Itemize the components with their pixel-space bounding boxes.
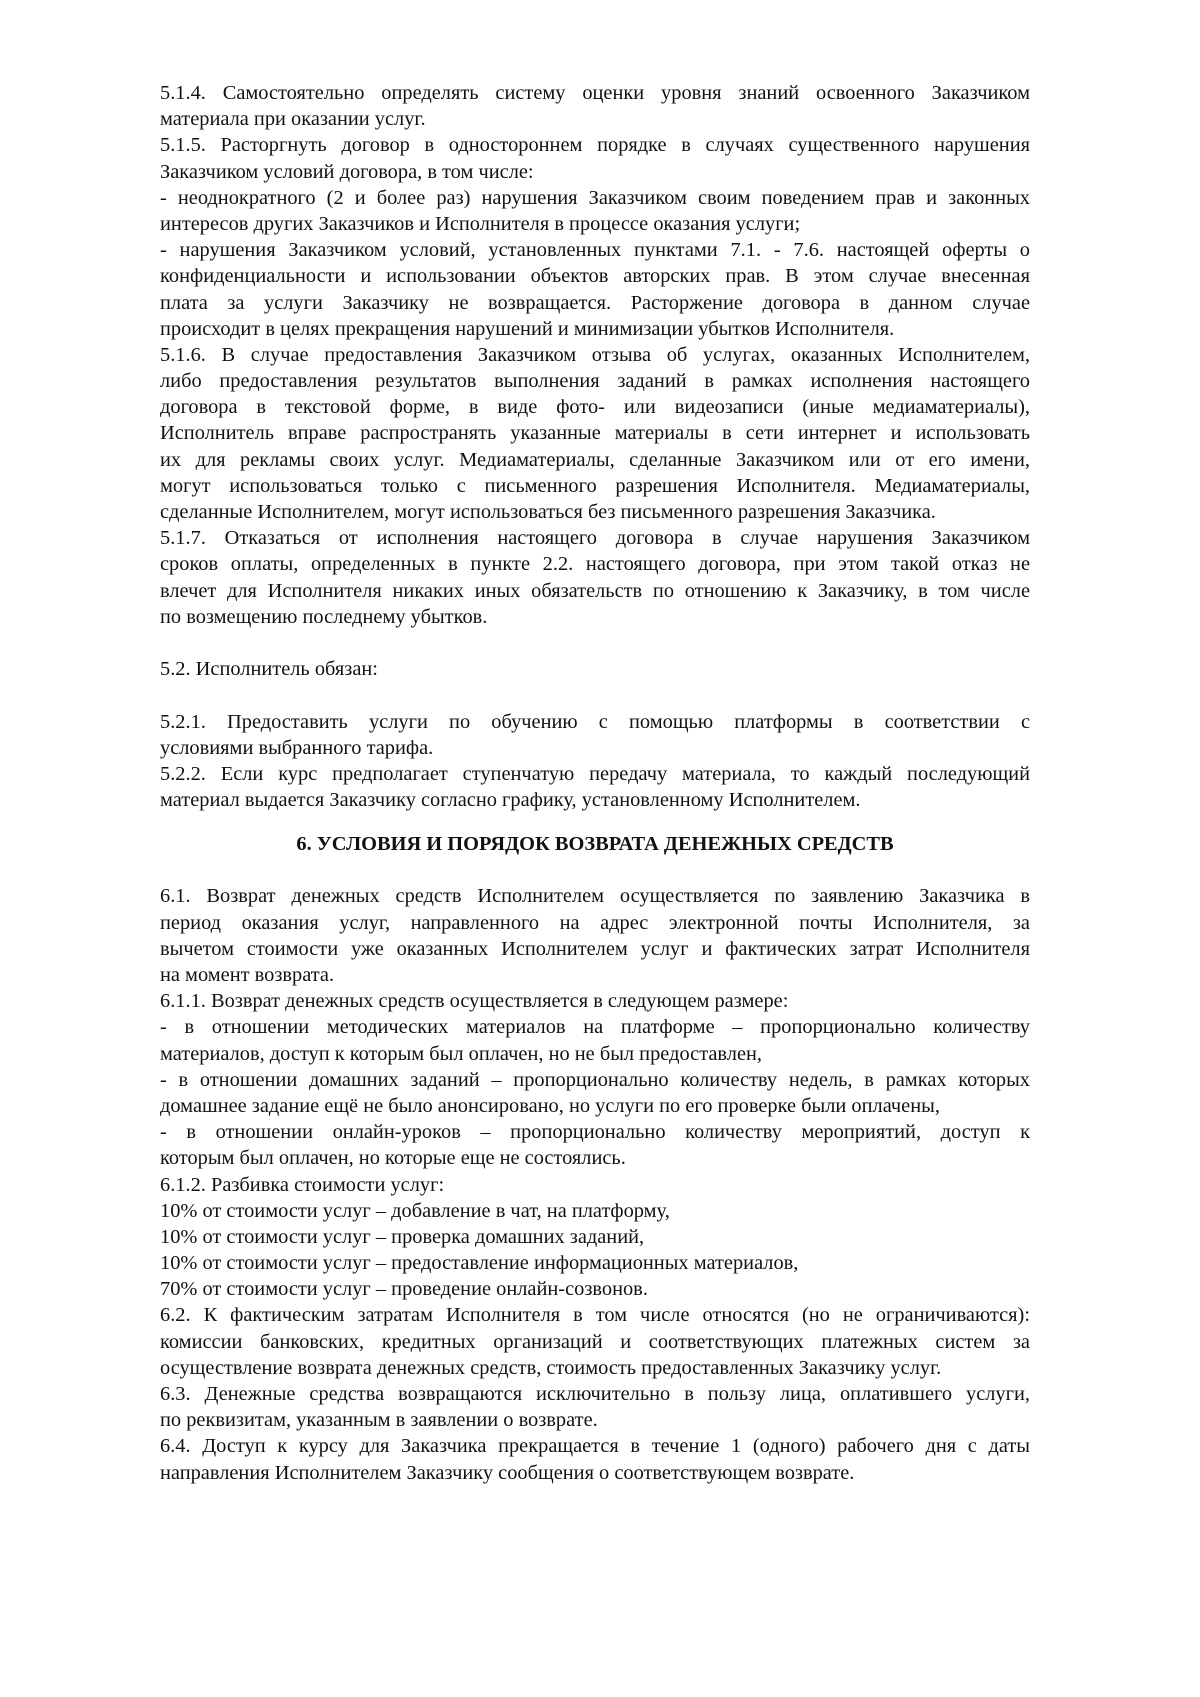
cost-breakdown-item: 70% от стоимости услуг – проведение онлайн-созвонов. — [160, 1278, 648, 1301]
clause-6-3 — [160, 1381, 1030, 1433]
text-line: 5.1.5. Расторгнуть договор в одностороннем порядке в случаях существенного нарушения — [160, 134, 1030, 157]
clause-6-1 — [160, 883, 1030, 988]
text-line: интересов других Заказчиков и Исполнителя в процессе оказания услуги; — [160, 212, 801, 235]
clause-5-1-5 — [160, 132, 1030, 342]
clause-5-2-title — [160, 656, 1030, 682]
text-line: материала при оказании услуг. — [160, 108, 426, 131]
text-line: - в отношении домашних заданий – пропорционально количеству недель, в рамках которых — [160, 1068, 1030, 1091]
text-line: домашнее задание ещё не было анонсировано, но услуги по его проверке были оплачены, — [160, 1094, 940, 1117]
text-line: 6.3. Денежные средства возвращаются исключительно в пользу лица, оплатившего услуги, — [160, 1383, 1030, 1405]
spacer — [160, 630, 1030, 656]
clause-5-1-4 — [160, 80, 1030, 132]
text-line: комиссии банковских, кредитных организаций и соответствующих платежных систем за — [160, 1330, 1030, 1353]
text-line: материалов, доступ к которым был оплачен, но не был предоставлен, — [160, 1042, 763, 1065]
text-line: направления Исполнителем Заказчику сообщения о соответствующем возврате. — [160, 1461, 855, 1484]
text-line: 5.1.7. Отказаться от исполнения настоящего договора в случае нарушения Заказчиком — [160, 527, 1030, 550]
text-line: - в отношении методических материалов на платформе – пропорционально количеству — [160, 1016, 1030, 1039]
section-heading-6: 6. УСЛОВИЯ И ПОРЯДОК ВОЗВРАТА ДЕНЕЖНЫХ СРЕДСТВ — [296, 833, 894, 856]
text-line: условиями выбранного тарифа. — [160, 736, 434, 759]
text-line: сроков оплаты, определенных в пункте 2.2. настоящего договора, при этом такой отказ не — [160, 553, 1030, 576]
text-line: конфиденциальности и использовании объектов авторских прав. В этом случае внесенная — [160, 265, 1030, 288]
text-line: - неоднократного (2 и более раз) нарушения Заказчиком своим поведением прав и законных — [160, 186, 1030, 209]
text-line: 5.2. Исполнитель обязан: — [160, 658, 378, 681]
text-line: 5.2.1. Предоставить услуги по обучению с помощью платформы в соответствии с — [160, 710, 1030, 733]
text-line: 6.1.2. Разбивка стоимости услуг: — [160, 1173, 445, 1196]
clause-6-1-2 — [160, 1172, 1030, 1303]
clause-6-4 — [160, 1433, 1030, 1485]
text-line: либо предоставления результатов выполнения заданий в рамках исполнения настоящего — [160, 370, 1030, 393]
clause-5-1-7 — [160, 525, 1030, 630]
text-line: договора в текстовой форме, в виде фото- или видеозаписи (иные медиаматериалы), — [160, 396, 1030, 419]
text-line: осуществление возврата денежных средств, стоимость предоставленных Заказчику услуг. — [160, 1356, 942, 1379]
text-line: 5.2.2. Если курс предполагает ступенчатую передачу материала, то каждый последующий — [160, 762, 1030, 785]
text-line: 6.1.1. Возврат денежных средств осуществляется в следующем размере: — [160, 990, 789, 1013]
text-line: 6.2. К фактическим затратам Исполнителя в том числе относятся (но не ограничиваются): — [160, 1304, 1030, 1327]
text-line: 6.1. Возврат денежных средств Исполнителем осуществляется по заявлению Заказчика в — [160, 885, 1030, 908]
clause-5-2-1 — [160, 709, 1030, 761]
text-line: Исполнитель вправе распространять указанные материалы в сети интернет и использовать — [160, 422, 1030, 445]
cost-breakdown-item: 10% от стоимости услуг – добавление в чат, на платформу, — [160, 1199, 670, 1222]
clause-5-2-2 — [160, 761, 1030, 813]
text-line: период оказания услуг, направленного на адрес электронной почты Исполнителя, за — [160, 911, 1030, 934]
text-line: 6.4. Доступ к курсу для Заказчика прекращается в течение 1 (одного) рабочего дня с даты — [160, 1435, 1030, 1458]
text-line: материал выдается Заказчику согласно графику, установленному Исполнителем. — [160, 789, 861, 812]
document-page — [160, 80, 1030, 1486]
text-line: которым был оплачен, но которые еще не состоялись. — [160, 1147, 626, 1170]
text-line: на момент возврата. — [160, 964, 335, 986]
text-line: по возмещению последнему убытков. — [160, 605, 488, 628]
spacer — [160, 682, 1030, 708]
cost-breakdown-item: 10% от стоимости услуг – предоставление информационных материалов, — [160, 1252, 799, 1275]
text-line: 5.1.6. В случае предоставления Заказчиком отзыва об услугах, оказанных Исполнителем, — [160, 343, 1030, 366]
cost-breakdown-item: 10% от стоимости услуг – проверка домашних заданий, — [160, 1225, 645, 1248]
text-line: Заказчиком условий договора, в том числе: — [160, 160, 534, 183]
text-line: вычетом стоимости уже оказанных Исполнителем услуг и фактических затрат Исполнителя — [160, 937, 1030, 960]
text-line: плата за услуги Заказчику не возвращается. Расторжение договора в данном случае — [160, 291, 1030, 314]
text-line: их для рекламы своих услуг. Медиаматериалы, сделанные Заказчиком или от его имени, — [160, 448, 1030, 471]
text-line: влечет для Исполнителя никаких иных обязательств по отношению к Заказчику, в том числе — [160, 579, 1030, 602]
text-line: происходит в целях прекращения нарушений и минимизации убытков Исполнителя. — [160, 317, 895, 340]
clause-5-1-6 — [160, 342, 1030, 525]
clause-6-1-1 — [160, 988, 1030, 1171]
text-line: 5.1.4. Самостоятельно определять систему оценки уровня знаний освоенного Заказчиком — [160, 82, 1030, 104]
text-line: могут использоваться только с письменного разрешения Исполнителя. Медиаматериалы, — [160, 474, 1030, 497]
text-line: - нарушения Заказчиком условий, установленных пунктами 7.1. - 7.6. настоящей оферты о — [160, 239, 1030, 262]
clause-6-2 — [160, 1302, 1030, 1381]
text-line: - в отношении онлайн-уроков – пропорционально количеству мероприятий, доступ к — [160, 1121, 1030, 1144]
text-line: по реквизитам, указанным в заявлении о возврате. — [160, 1409, 598, 1432]
text-line: сделанные Исполнителем, могут использоваться без письменного разрешения Заказчика. — [160, 501, 936, 523]
